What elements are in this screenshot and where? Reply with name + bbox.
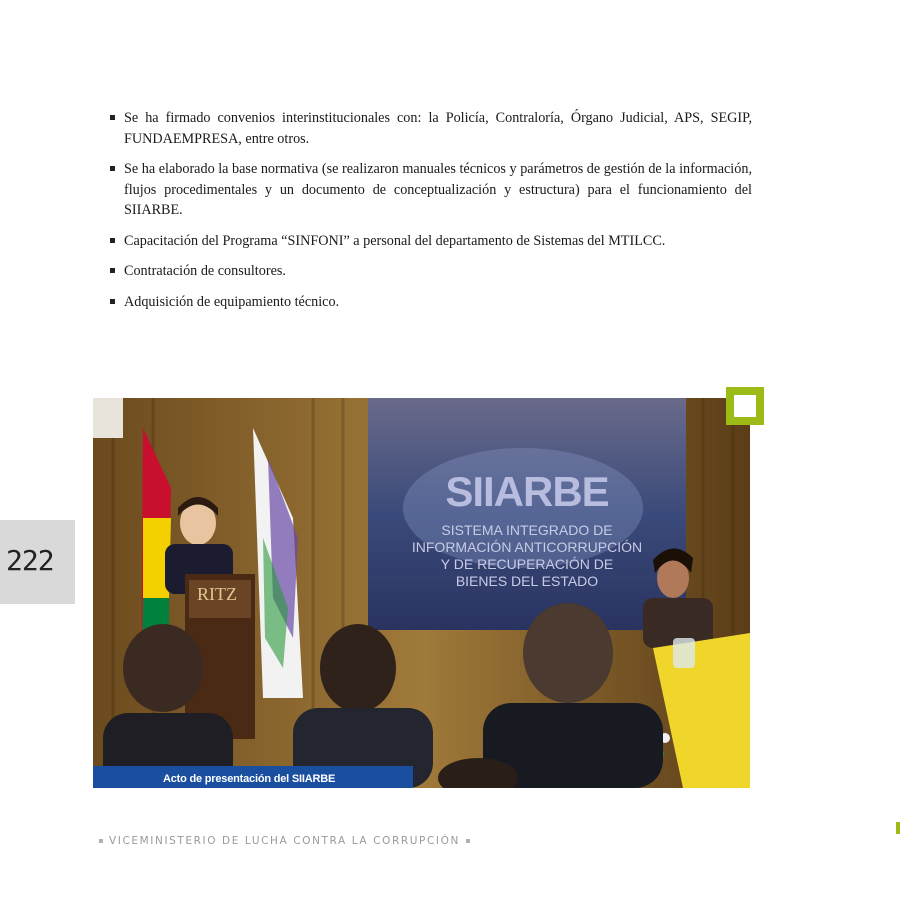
screen-subtitle-line: INFORMACIÓN ANTICORRUPCIÓN bbox=[411, 539, 643, 555]
bullet-text: Se ha elaborado la base normativa (se realizaron manuales técnicos y parámetros de gestión de la información, flujos procedimentales y un documento de conceptualización y estructura) para el funcionamiento del SIIARBE. bbox=[124, 161, 752, 218]
event-photo bbox=[93, 398, 750, 788]
bullet-item bbox=[110, 292, 752, 313]
bullet-text: Adquisición de equipamiento técnico. bbox=[124, 293, 340, 310]
bullet-item bbox=[110, 231, 752, 252]
bullet-text: Se ha firmado convenios interinstitucionales con: la Policía, Contraloría, Órgano Judicial, APS, SEGIP, FUNDAEMPRESA, entre otros. bbox=[124, 110, 752, 147]
podium-sign: RITZ bbox=[197, 584, 237, 604]
footer-dot-icon bbox=[466, 839, 470, 843]
photo-caption: Acto de presentación del SIIARBE bbox=[163, 773, 336, 785]
screen-subtitle-line: Y DE RECUPERACIÓN DE bbox=[440, 556, 614, 572]
bullet-text: Capacitación del Programa “SINFONI” a personal del departamento de Sistemas del MTILCC. bbox=[124, 232, 666, 249]
bullet-text: Contratación de consultores. bbox=[124, 263, 286, 279]
bullet-item bbox=[110, 108, 752, 149]
page-number-tab bbox=[0, 520, 75, 604]
bullet-square-icon bbox=[110, 115, 115, 120]
bullet-square-icon bbox=[110, 268, 115, 273]
screen-subtitle-line: SISTEMA INTEGRADO DE bbox=[441, 522, 613, 538]
bullet-list bbox=[110, 108, 752, 322]
bullet-item bbox=[110, 261, 752, 282]
footer-dot-icon bbox=[99, 839, 103, 843]
caption-bar bbox=[93, 766, 413, 788]
green-edge-mark bbox=[896, 822, 900, 834]
page-number: 222 bbox=[6, 544, 54, 577]
photo-illustration bbox=[93, 398, 750, 788]
projection-screen-text bbox=[368, 468, 686, 590]
bullet-square-icon bbox=[110, 238, 115, 243]
screen-title: SIIARBE bbox=[445, 468, 609, 515]
bullet-square-icon bbox=[110, 299, 115, 304]
bullet-item bbox=[110, 159, 752, 221]
footer bbox=[93, 835, 476, 847]
bullet-square-icon bbox=[110, 166, 115, 171]
green-square-decoration bbox=[726, 387, 764, 425]
footer-text: VICEMINISTERIO DE LUCHA CONTRA LA CORRUPCIÓN bbox=[109, 835, 460, 847]
screen-subtitle-line: BIENES DEL ESTADO bbox=[455, 573, 599, 589]
